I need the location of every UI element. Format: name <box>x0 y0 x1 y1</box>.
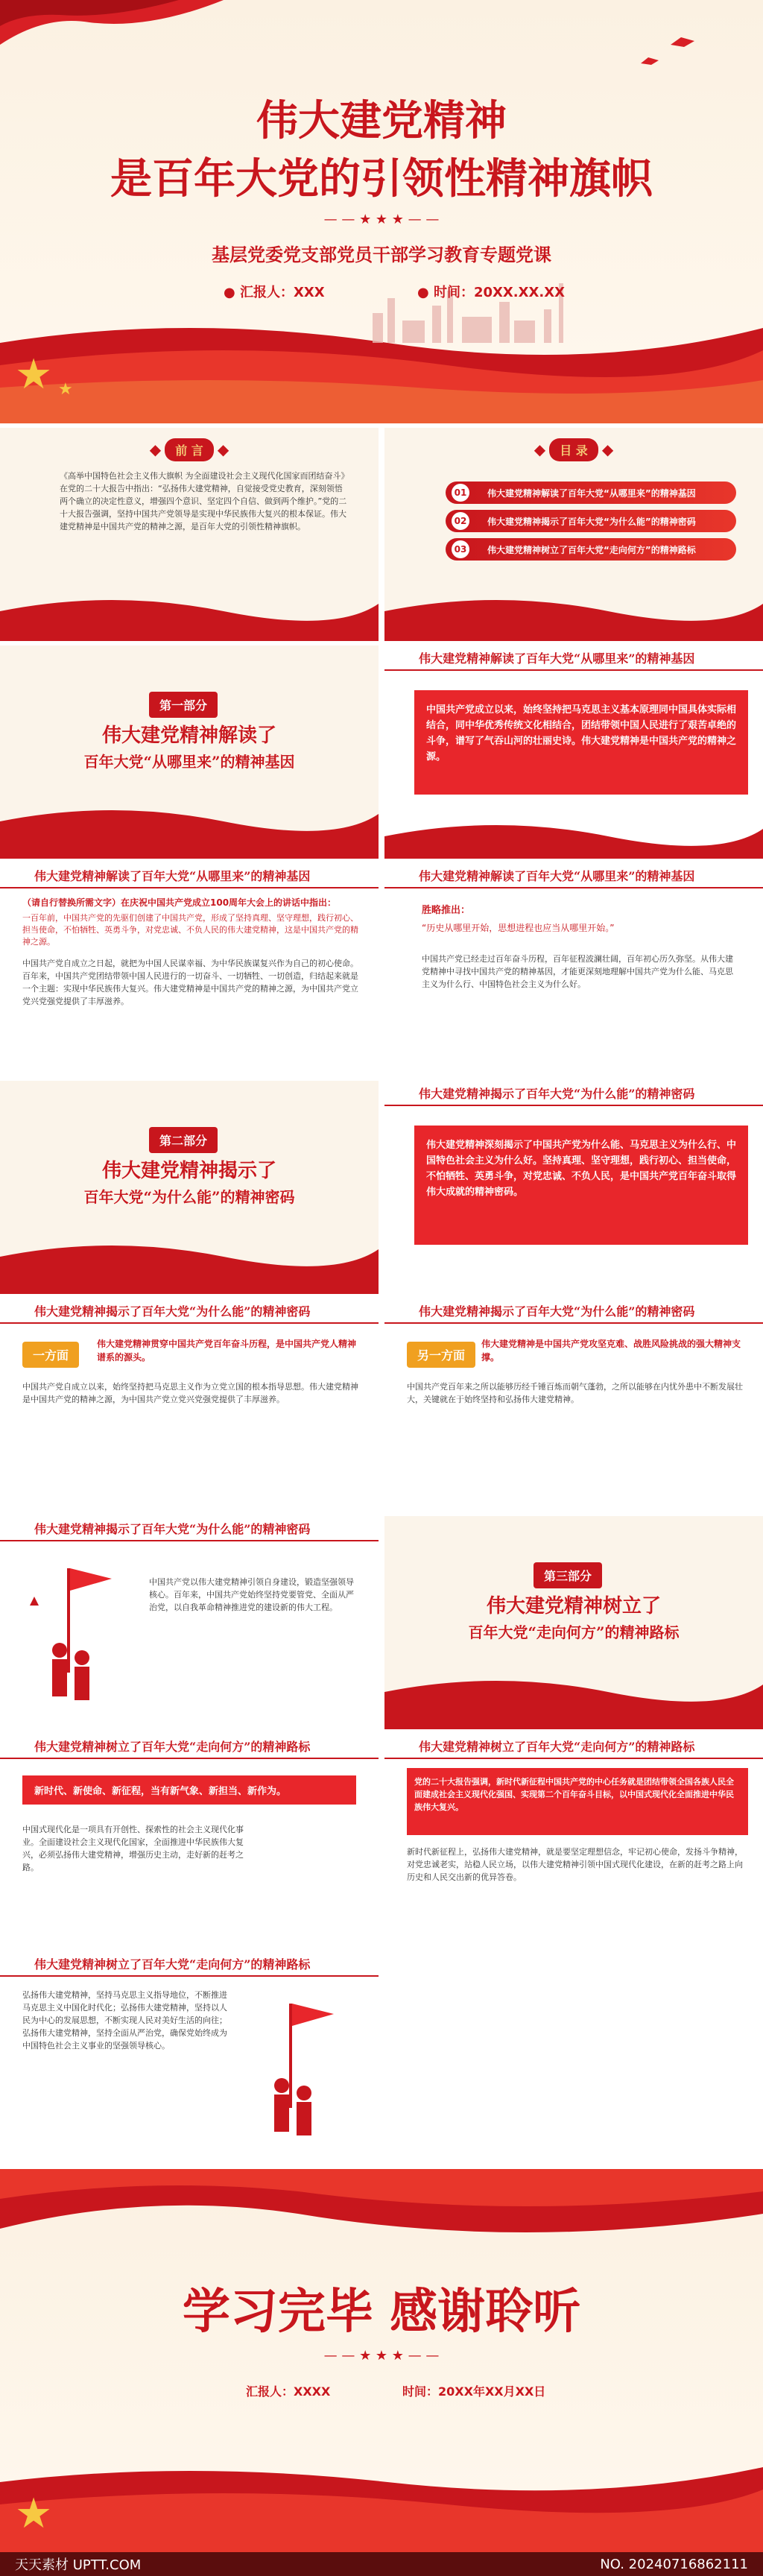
part2-aspect2-slide <box>384 1298 763 1512</box>
cover-reporter-text: 汇报人：XXX <box>240 285 325 300</box>
preface-slide <box>0 428 379 641</box>
contents-item-number: 02 <box>452 512 469 530</box>
right-text: 新时代新征程上，弘扬伟大建党精神，就是要坚定理想信念，牢记初心使命，发扬斗争精神，对党忠诚老实，站稳人民立场，以伟大建党精神引领中国式现代化建设，在新的赶考之路上向历史和人民交出新的优异答卷。 <box>407 1847 743 1882</box>
part1-title-slide <box>0 645 379 859</box>
part3-right-slide <box>384 1734 763 1947</box>
aspect-chip: 另一方面 <box>407 1342 475 1368</box>
flag-figures-icon <box>244 1996 356 2145</box>
section-bar <box>0 1516 379 1541</box>
contents-item-number: 01 <box>452 484 469 502</box>
contents-item-number: 03 <box>452 540 469 558</box>
contents-heading <box>384 438 763 461</box>
section-bar-title: 伟大建党精神树立了百年大党“走向何方”的精神路标 <box>419 1739 695 1754</box>
cover-date <box>417 282 565 301</box>
cover-stars: — — ★ ★ ★ — — <box>323 212 440 227</box>
section-bar-title: 伟大建党精神揭示了百年大党“为什么能”的精神密码 <box>419 1304 695 1319</box>
section-bar <box>0 1298 379 1324</box>
cover-title-line1: 伟大建党精神 <box>256 96 507 145</box>
section-bar <box>384 1081 763 1106</box>
wave-decoration <box>384 581 763 641</box>
cover-date-text: 时间：20XX.XX.XX <box>434 285 565 300</box>
part2-figure-slide <box>0 1516 379 1729</box>
section-bar <box>0 863 379 888</box>
part2-aspect1-slide <box>0 1298 379 1512</box>
wave-decoration <box>384 1662 763 1729</box>
contents-item-label: 伟大建党精神揭示了百年大党“为什么能”的精神密码 <box>487 516 696 527</box>
cover-subtitle: 基层党委党支部党员干部学习教育专题党课 <box>212 244 551 265</box>
watermark-left: 天天素材 UPTT.COM <box>15 2557 142 2573</box>
part2-intro-slide <box>384 1081 763 1294</box>
part1-quote-right-slide <box>384 863 763 1076</box>
star-icon: ★ <box>58 380 73 399</box>
section-bar-title: 伟大建党精神树立了百年大党“走向何方”的精神路标 <box>34 1739 311 1754</box>
aspect-body: 中国共产党自成立以来，始终坚持把马克思主义作为立党立国的根本指导思想。伟大建党精神是中国共产党的精神之源，为中国共产党立党兴党强党提供了丰厚滋养。 <box>22 1382 358 1404</box>
aspect-red-text: 伟大建党精神贯穿中国共产党百年奋斗历程，是中国共产党人精神谱系的源头。 <box>97 1339 357 1363</box>
red-text-box: 党的二十大报告强调，新时代新征程中国共产党的中心任务就是团结带领全国各族人民全面建成社会主义现代化强国、实现第二个百年奋斗目标，以中国式现代化全面推进中华民族伟大复兴。 <box>407 1768 748 1835</box>
left-text: 中国式现代化是一项具有开创性、探索性的社会主义现代化事业。全面建设社会主义现代化国家，全面推进中华民族伟大复兴，必须弘扬伟大建党精神，增强历史主动，走好新的赶考之路。 <box>22 1825 244 1872</box>
quote-body: 一百年前，中国共产党的先驱们创建了中国共产党，形成了坚持真理、坚守理想，践行初心、担当使命，不怕牺牲、英勇斗争，对党忠诚、不负人民的伟大建党精神，这是中国共产党的精神之源。 <box>22 913 358 947</box>
ending-date: 时间：20XX年XX月XX日 <box>402 2384 546 2399</box>
part-title-line1: 伟大建党精神解读了 <box>101 724 276 747</box>
wave-decoration <box>384 806 763 859</box>
contents-item[interactable] <box>446 482 736 504</box>
wave-decoration <box>0 792 379 859</box>
section-bar-title: 伟大建党精神解读了百年大党“从哪里来”的精神基因 <box>419 651 695 666</box>
ending-title: 学习完毕 感谢聆听 <box>182 2284 581 2340</box>
long-text: 中国共产党自成立之日起，就把为中国人民谋幸福、为中华民族谋复兴作为自己的初心使命。百年来，中国共产党团结带领中国人民进行的一切奋斗、一切牺牲、一切创造，归结起来就是一个主题：实现中华民族伟大复兴。伟大建党精神是中国共产党的精神之源，为中国共产党立党兴党强党提供了丰厚滋养。 <box>22 959 358 1006</box>
part-title-line2: 百年大党“为什么能”的精神密码 <box>83 1188 295 1206</box>
figure-text: 中国共产党以伟大建党精神引领自身建设，锻造坚强领导核心。百年来，中国共产党始终坚持党要管党、全面从严治党，以自我革命精神推进党的建设新的伟大工程。 <box>149 1577 354 1612</box>
part-chip: 第二部分 <box>149 1127 218 1153</box>
section-bar-title: 伟大建党精神树立了百年大党“走向何方”的精神路标 <box>34 1957 311 1972</box>
flag-figures-icon <box>22 1561 134 1710</box>
section-bar <box>384 1734 763 1759</box>
ornament-icon: ◆ <box>149 441 162 458</box>
contents-heading-text: 目 录 <box>549 438 598 461</box>
section-bar-title: 伟大建党精神揭示了百年大党“为什么能”的精神密码 <box>34 1304 311 1319</box>
red-text-box: 伟大建党精神深刻揭示了中国共产党为什么能、马克思主义为什么行、中国特色社会主义为什么好。坚持真理、坚守理想，践行初心、担当使命，不怕牺牲、英勇斗争，对党忠诚、不负人民，是中国共产党百年奋斗取得伟大成就的精神密码。 <box>414 1126 748 1245</box>
quote-title: （请自行替换所需文字）在庆祝中国共产党成立100周年大会上的讲话中指出： <box>22 897 337 908</box>
right-quote: “历史从哪里开始，思想进程也应当从哪里开始。” <box>422 923 615 933</box>
watermark-right: NO. 20240716862111 <box>600 2556 748 2572</box>
section-bar-title: 伟大建党精神解读了百年大党“从哪里来”的精神基因 <box>34 868 311 883</box>
part-title-line1: 伟大建党精神揭示了 <box>101 1160 276 1182</box>
cover-slide <box>0 0 763 423</box>
ending-reporter: 汇报人：XXXX <box>246 2384 331 2399</box>
ornament-icon: ◆ <box>217 441 229 458</box>
aspect-body: 中国共产党百年来之所以能够历经千锤百炼而朝气蓬勃，之所以能够在内忧外患中不断发展壮大，关键就在于始终坚持和弘扬伟大建党精神。 <box>407 1382 743 1404</box>
wave-decoration <box>0 1227 379 1294</box>
right-body: 中国共产党已经走过百年奋斗历程，百年征程波澜壮阔，百年初心历久弥坚。从伟大建党精神中寻找中国共产党的精神基因，才能更深刻地理解中国共产党为什么能、马克思主义为什么行、中国特色社会主义为什么好。 <box>422 954 733 989</box>
section-bar-title: 伟大建党精神揭示了百年大党“为什么能”的精神密码 <box>419 1086 695 1101</box>
star-icon: ★ <box>15 350 53 399</box>
contents-item-label: 伟大建党精神解读了百年大党“从哪里来”的精神基因 <box>487 487 696 499</box>
part2-title-slide <box>0 1081 379 1294</box>
ornament-icon: ◆ <box>601 441 614 458</box>
part3-left-slide <box>0 1734 379 1947</box>
part-title-line2: 百年大党“走向何方”的精神路标 <box>468 1623 680 1641</box>
part-chip: 第三部分 <box>534 1562 602 1588</box>
section-bar <box>0 1734 379 1759</box>
preface-heading <box>0 438 379 461</box>
watermark-bar <box>0 2552 763 2576</box>
ornament-icon: ◆ <box>534 441 546 458</box>
star-icon: ★ <box>15 2490 53 2538</box>
part1-intro-slide <box>384 645 763 859</box>
ending-stars: — — ★ ★ ★ — — <box>323 2348 440 2364</box>
ending-slide <box>0 2169 763 2552</box>
right-heading: 胜略推出： <box>422 905 471 916</box>
section-bar-title: 伟大建党精神解读了百年大党“从哪里来”的精神基因 <box>419 868 695 883</box>
cover-title-line2: 是百年大党的引领性精神旗帜 <box>110 154 653 203</box>
section-bar <box>0 1951 379 1977</box>
part-title-line2: 百年大党“从哪里来”的精神基因 <box>83 753 295 771</box>
part3-list-slide <box>0 1951 379 2165</box>
preface-heading-text: 前 言 <box>165 438 214 461</box>
preface-body: 《高举中国特色社会主义伟大旗帜 为全面建设社会主义现代化国家而团结奋斗》在党的二十大报告中指出：“弘扬伟大建党精神，自觉接受党史教育，深刻领悟两个确立的决定性意义，增强四个意识、坚定四个自信、做到两个维护。”党的二十大报告强调，坚持中国共产党领导是实现中华民族伟大复兴的根本保证。伟大建党精神是中国共产党的精神之源，是百年大党的引领性精神旗帜。 <box>60 471 347 531</box>
part-chip: 第一部分 <box>149 692 218 718</box>
section-bar <box>384 1298 763 1324</box>
contents-item-label: 伟大建党精神树立了百年大党“走向何方”的精神路标 <box>487 544 696 555</box>
section-bar <box>384 645 763 671</box>
section-bar <box>384 863 763 888</box>
contents-item[interactable] <box>446 510 736 532</box>
contents-item[interactable] <box>446 538 736 561</box>
contents-slide <box>384 428 763 641</box>
section-bar-title: 伟大建党精神揭示了百年大党“为什么能”的精神密码 <box>34 1521 311 1536</box>
wave-decoration <box>0 581 379 641</box>
part3-title-slide <box>384 1516 763 1729</box>
aspect-chip: 一方面 <box>22 1342 79 1368</box>
part1-quote-slide <box>0 863 379 1076</box>
clock-icon: ● <box>417 285 429 300</box>
list-text: 弘扬伟大建党精神，坚持马克思主义指导地位，不断推进马克思主义中国化时代化；弘扬伟大建党精神，坚持以人民为中心的发展思想，不断实现人民对美好生活的向往；弘扬伟大建党精神，坚持全面从严治党，确保党始终成为中国特色社会主义事业的坚强领导核心。 <box>22 1990 227 2051</box>
red-text-box: 中国共产党成立以来，始终坚持把马克思主义基本原理同中国具体实际相结合，同中华优秀传统文化相结合，团结带领中国人民进行了艰苦卓绝的斗争，谱写了气吞山河的壮丽史诗。伟大建党精神是中国共产党的精神之源。 <box>414 690 748 795</box>
user-icon: ● <box>224 285 235 300</box>
part-title-line1: 伟大建党精神树立了 <box>486 1595 661 1617</box>
aspect-red-text: 伟大建党精神是中国共产党攻坚克难、战胜风险挑战的强大精神支撑。 <box>481 1339 741 1363</box>
cover-reporter <box>224 282 325 301</box>
red-banner: 新时代、新使命、新征程，当有新气象、新担当、新作为。 <box>22 1775 356 1805</box>
